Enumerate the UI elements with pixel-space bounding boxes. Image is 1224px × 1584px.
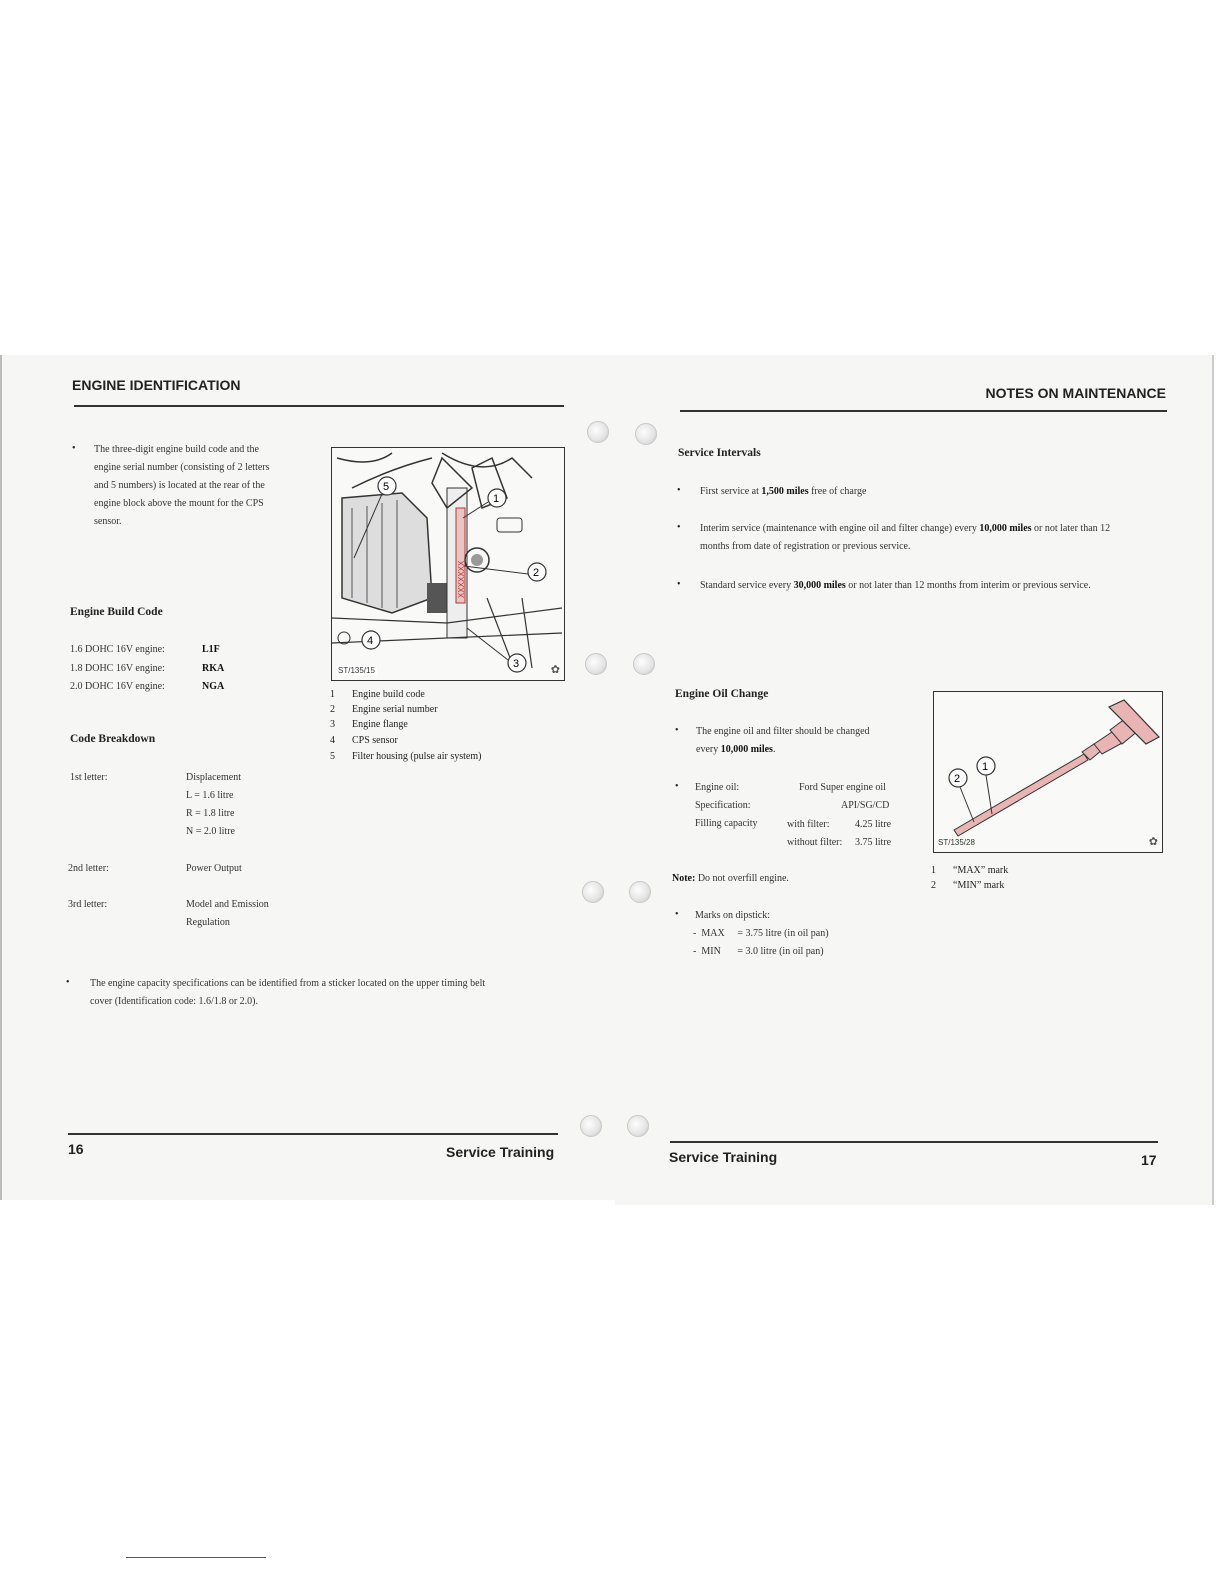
mark-value: = 3.75 litre (in oil pan) bbox=[737, 928, 829, 939]
legend-text: Engine serial number bbox=[352, 704, 438, 715]
marks-heading: Marks on dipstick: bbox=[695, 910, 770, 921]
mark-name: MAX bbox=[701, 928, 725, 939]
text-span: or not later than 12 months from interim or previous service. bbox=[845, 580, 1091, 591]
bullet-icon: • bbox=[72, 443, 76, 454]
build-code-engine: 1.8 DOHC 16V engine: bbox=[70, 663, 165, 674]
mark-row bbox=[693, 943, 824, 961]
mark-value: = 3.0 litre (in oil pan) bbox=[737, 946, 824, 957]
page-title: NOTES ON MAINTENANCE bbox=[985, 385, 1166, 401]
footer-rule bbox=[670, 1141, 1158, 1143]
bullet-icon: • bbox=[677, 485, 681, 496]
breakdown-detail bbox=[186, 769, 241, 841]
breakdown-letter: 1st letter: bbox=[70, 772, 108, 783]
callout-3: 3 bbox=[513, 658, 520, 670]
callout-2: 2 bbox=[533, 567, 540, 579]
text-span: . bbox=[772, 744, 776, 755]
bullet-icon: • bbox=[677, 522, 681, 533]
text-span: free of charge bbox=[808, 486, 867, 497]
intro-line: engine block above the mount for the CPS bbox=[94, 498, 264, 509]
legend-number: 3 bbox=[330, 719, 335, 730]
intro-line: sensor. bbox=[94, 516, 122, 527]
callout-2: 2 bbox=[954, 773, 961, 785]
callout-5: 5 bbox=[383, 481, 390, 493]
legend-item bbox=[330, 735, 398, 746]
callout-1: 1 bbox=[982, 761, 989, 773]
engine-figure bbox=[331, 447, 565, 681]
engine-illustration bbox=[332, 448, 564, 680]
dipstick-figure bbox=[933, 691, 1163, 853]
intro-line: engine serial number (consisting of 2 letters bbox=[94, 462, 270, 473]
intro-bullet bbox=[94, 441, 314, 531]
page-number: 17 bbox=[1141, 1152, 1157, 1168]
legend-item bbox=[931, 865, 1008, 876]
legend-text: “MIN” mark bbox=[953, 880, 1005, 891]
breakdown-line: L = 1.6 litre bbox=[186, 790, 234, 801]
spec-label: Specification: bbox=[695, 800, 751, 811]
build-code-value: L1F bbox=[202, 644, 220, 655]
figure-ref: ST/135/28 bbox=[938, 838, 975, 847]
spec-value: Ford Super engine oil bbox=[799, 782, 886, 793]
breakdown-detail bbox=[186, 896, 269, 932]
capacity-line: cover (Identification code: 1.6/1.8 or 2.0). bbox=[90, 996, 258, 1007]
breakdown-line: Regulation bbox=[186, 917, 230, 928]
intro-line: The three-digit engine build code and the bbox=[94, 444, 259, 455]
capacity-line: The engine capacity specifications can be identified from a sticker located on the upper timing belt bbox=[90, 978, 486, 989]
spec-label: Engine oil: bbox=[695, 782, 740, 793]
bullet-icon: • bbox=[675, 909, 679, 920]
legend-item bbox=[330, 704, 438, 715]
section-heading: Engine Build Code bbox=[70, 606, 163, 618]
dash: - bbox=[693, 928, 697, 939]
intro-line: and 5 numbers) is located at the rear of the bbox=[94, 480, 265, 491]
left-page bbox=[0, 355, 617, 1200]
binder-hole bbox=[629, 881, 651, 903]
footer-title: Service Training bbox=[669, 1149, 778, 1165]
svg-text:XXXXXXX: XXXXXXX bbox=[457, 560, 466, 598]
legend-number: 2 bbox=[330, 704, 335, 715]
bold-span: 30,000 miles bbox=[793, 580, 846, 591]
spec-value: 4.25 litre bbox=[855, 819, 892, 830]
bold-span: 10,000 miles bbox=[720, 744, 773, 755]
note-text: Do not overfill engine. bbox=[697, 873, 789, 884]
breakdown-line: N = 2.0 litre bbox=[186, 826, 235, 837]
interval-3 bbox=[700, 577, 1091, 595]
page-number: 16 bbox=[68, 1141, 84, 1157]
bullet-icon: • bbox=[66, 977, 70, 988]
build-code-value: RKA bbox=[202, 663, 225, 674]
build-code-engine: 2.0 DOHC 16V engine: bbox=[70, 681, 165, 692]
section-heading: Service Intervals bbox=[678, 447, 761, 459]
legend-item bbox=[330, 689, 425, 700]
legend-number: 5 bbox=[330, 751, 335, 762]
note bbox=[672, 870, 789, 888]
build-code-value: NGA bbox=[202, 681, 225, 692]
text-span: Interim service (maintenance with engine oil and filter change) every bbox=[700, 523, 980, 534]
figure-ref: ST/135/15 bbox=[338, 666, 375, 675]
breakdown-line: Displacement bbox=[186, 772, 241, 783]
legend-number: 1 bbox=[330, 689, 335, 700]
note-label: Note: bbox=[672, 873, 696, 884]
binder-hole bbox=[635, 423, 657, 445]
legend-item bbox=[330, 751, 481, 762]
scan-artifact-line bbox=[126, 1557, 266, 1558]
spec-label: without filter: bbox=[787, 837, 843, 848]
section-heading: Engine Oil Change bbox=[675, 688, 769, 700]
interval-1 bbox=[700, 483, 866, 501]
callout-1: 1 bbox=[493, 493, 500, 505]
binder-hole bbox=[582, 881, 604, 903]
mark-name: MIN bbox=[701, 946, 721, 957]
binder-hole bbox=[633, 653, 655, 675]
legend-text: Engine flange bbox=[352, 719, 408, 730]
footer-title: Service Training bbox=[446, 1144, 555, 1160]
text-span: every bbox=[696, 744, 721, 755]
legend-number: 1 bbox=[931, 865, 936, 876]
legend-text: CPS sensor bbox=[352, 735, 398, 746]
header-rule bbox=[74, 405, 564, 407]
text-line: The engine oil and filter should be changed bbox=[696, 726, 870, 737]
mark-row bbox=[693, 925, 829, 943]
breakdown-line: Model and Emission bbox=[186, 899, 269, 910]
binder-hole bbox=[587, 421, 609, 443]
spec-label: Filling capacity bbox=[695, 818, 758, 829]
legend-item bbox=[330, 719, 408, 730]
build-code-engine: 1.6 DOHC 16V engine: bbox=[70, 644, 165, 655]
right-page bbox=[615, 355, 1214, 1205]
spec-value: API/SG/CD bbox=[841, 800, 890, 811]
spec-value: 3.75 litre bbox=[855, 837, 892, 848]
legend-number: 2 bbox=[931, 880, 936, 891]
legend-number: 4 bbox=[330, 735, 335, 746]
legend-text: Engine build code bbox=[352, 689, 425, 700]
dipstick-illustration bbox=[934, 692, 1162, 852]
binder-hole bbox=[627, 1115, 649, 1137]
legend-text: Filter housing (pulse air system) bbox=[352, 751, 482, 762]
section-heading: Code Breakdown bbox=[70, 733, 156, 745]
legend-item bbox=[931, 880, 1004, 891]
text-span: or not later than 12 bbox=[1031, 523, 1111, 534]
breakdown-line: R = 1.8 litre bbox=[186, 808, 235, 819]
service-logo-icon: ✿ bbox=[1148, 836, 1158, 848]
breakdown-letter: 3rd letter: bbox=[68, 899, 108, 910]
bold-span: 1,500 miles bbox=[761, 486, 809, 497]
text-span: First service at bbox=[700, 486, 762, 497]
bullet-icon: • bbox=[675, 781, 679, 792]
interval-2 bbox=[700, 520, 1170, 556]
legend-text: “MAX” mark bbox=[953, 865, 1009, 876]
page-title: ENGINE IDENTIFICATION bbox=[72, 377, 241, 393]
text-span: Standard service every bbox=[700, 580, 794, 591]
breakdown-line: Power Output bbox=[186, 863, 242, 874]
oil-bullet bbox=[696, 723, 926, 759]
binder-hole bbox=[585, 653, 607, 675]
breakdown-letter: 2nd letter: bbox=[68, 863, 109, 874]
bullet-icon: • bbox=[675, 725, 679, 736]
header-rule bbox=[680, 410, 1167, 412]
bold-span: 10,000 miles bbox=[979, 523, 1032, 534]
capacity-bullet bbox=[90, 975, 560, 1011]
spec-label: with filter: bbox=[787, 819, 830, 830]
text-line: months from date of registration or previous service. bbox=[700, 541, 911, 552]
footer-rule bbox=[68, 1133, 558, 1135]
service-logo-icon: ✿ bbox=[550, 664, 560, 676]
bullet-icon: • bbox=[677, 579, 681, 590]
dash: - bbox=[693, 946, 697, 957]
callout-4: 4 bbox=[367, 635, 374, 647]
binder-hole bbox=[580, 1115, 602, 1137]
